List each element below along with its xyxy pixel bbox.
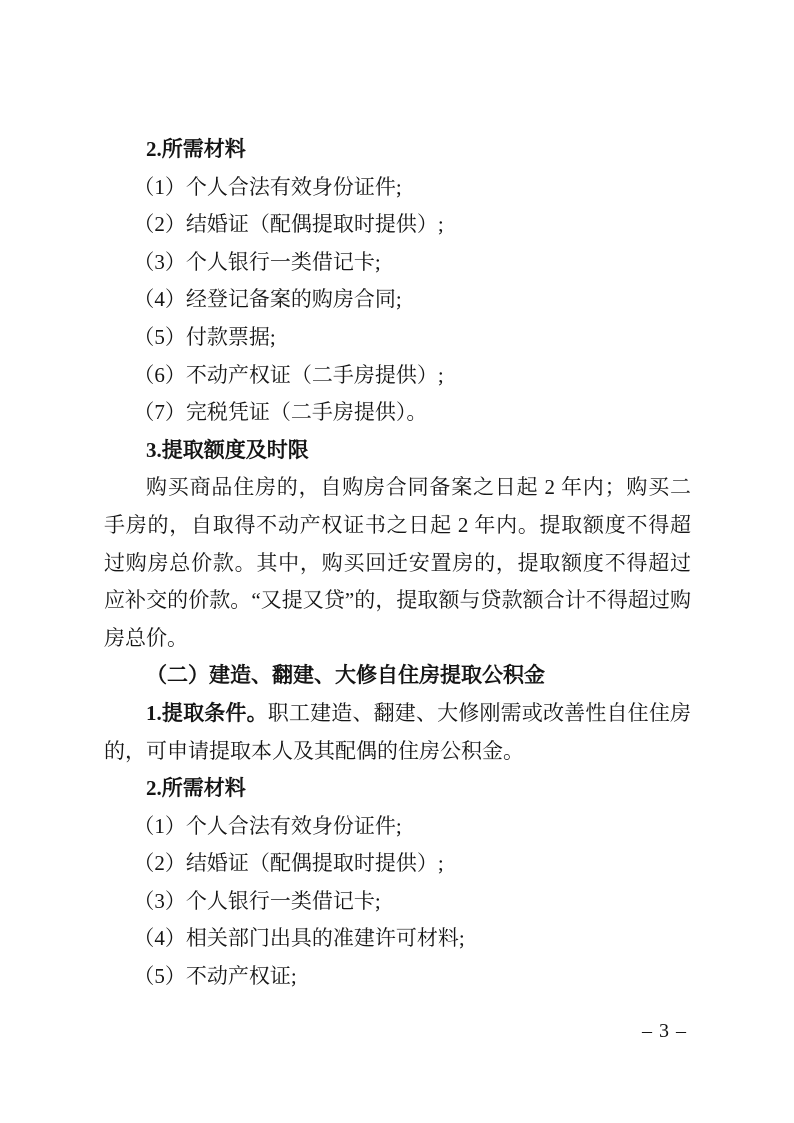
section-heading-build-renovate: （二）建造、翻建、大修自住房提取公积金: [146, 663, 545, 688]
section-heading-quota-and-deadline: 3.提取额度及时限: [146, 437, 309, 462]
material-item: （4）相关部门出具的准建许可材料;: [133, 926, 465, 951]
material-item: （2）结婚证（配偶提取时提供）;: [133, 212, 444, 237]
text-block: [104, 131, 691, 996]
quota-paragraph: 购买商品住房的，自购房合同备案之日起 2 年内；购买二手房的，自取得不动产权证书之日起 2 年内。提取额度不得超过购房总价款。其中，购买回迁安置房的，提取额度不得超过应补交的价款。“又提又贷”的，提取额与贷款额合计不得超过购房总价。: [104, 475, 691, 650]
material-item: （4）经登记备案的购房合同;: [133, 287, 402, 312]
condition-text: 职工建造、翻建、大修刚需或改善性自住住房的，可申请提取本人及其配偶的住房公积金。: [104, 700, 692, 763]
condition-label: 1.提取条件。: [146, 700, 268, 725]
material-item: （5）付款票据;: [133, 324, 276, 349]
material-item: （5）不动产权证;: [133, 964, 297, 989]
material-item: （3）个人银行一类借记卡;: [133, 888, 381, 913]
section-heading-materials-purchase: 2.所需材料: [146, 137, 246, 161]
material-item: （2）结婚证（配偶提取时提供）;: [133, 851, 444, 876]
material-item: （7）完税凭证（二手房提供）。: [133, 400, 428, 425]
page-number: – 3 –: [642, 1020, 687, 1042]
material-item: （3）个人银行一类借记卡;: [133, 249, 381, 274]
material-item: （1）个人合法有效身份证件;: [133, 813, 402, 838]
material-item: （1）个人合法有效身份证件;: [133, 174, 402, 199]
condition-paragraph: [104, 695, 691, 770]
section-heading-materials-build: 2.所需材料: [146, 776, 246, 801]
material-item: （6）不动产权证（二手房提供）;: [133, 362, 444, 387]
